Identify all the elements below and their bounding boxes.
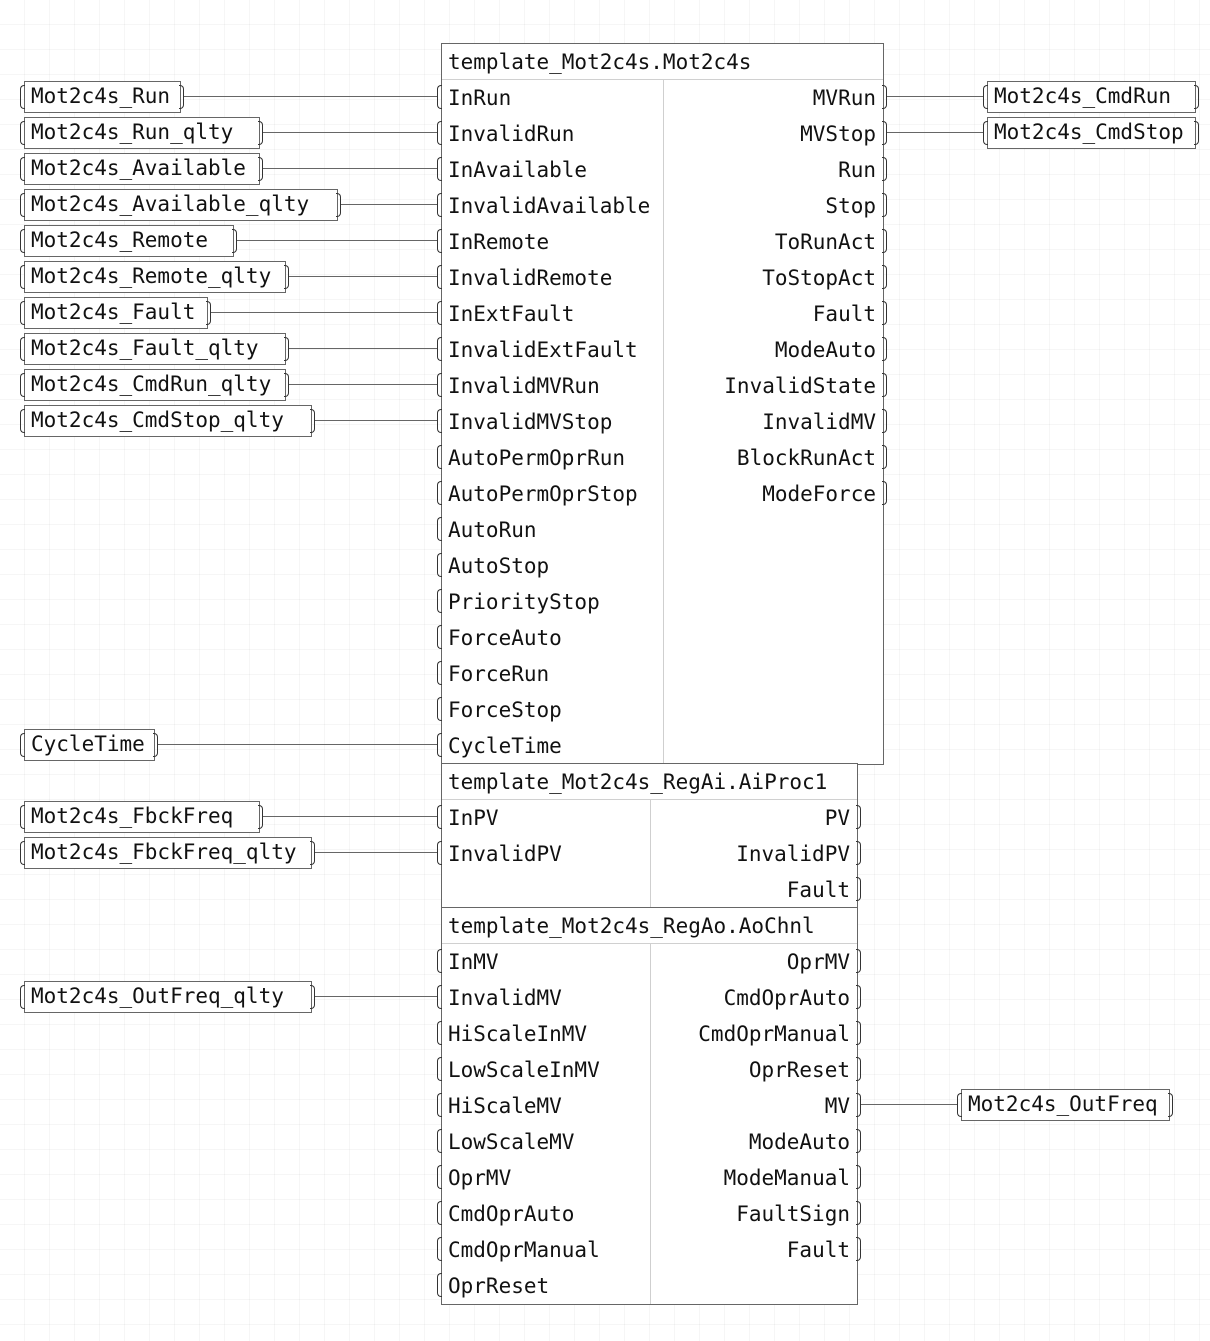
input-pin[interactable]: InvalidMVStop <box>448 410 613 434</box>
input-variable-tag[interactable]: Mot2c4s_FbckFreq <box>24 801 260 833</box>
pin-connector-right <box>856 1201 861 1225</box>
pin-connector-left <box>983 121 988 145</box>
output-pin[interactable]: InvalidPV <box>736 842 850 866</box>
pin-connector-right <box>882 85 887 109</box>
pin-connector-left <box>437 301 442 325</box>
output-pin[interactable]: Fault <box>786 878 850 902</box>
output-pin[interactable]: ToRunAct <box>774 230 876 254</box>
pin-connector-left <box>437 1165 442 1189</box>
input-variable-tag[interactable]: Mot2c4s_Fault_qlty <box>24 333 286 365</box>
block-title: template_Mot2c4s_RegAi.AiProc1 <box>442 764 857 800</box>
connection-wire <box>315 420 437 421</box>
fb-mot2c4s[interactable] <box>441 43 884 765</box>
input-pin[interactable]: AutoRun <box>448 518 537 542</box>
pin-connector-left <box>437 409 442 433</box>
pin-connector-right <box>284 337 289 361</box>
pin-connector-left <box>437 1093 442 1117</box>
pin-connector-left <box>437 481 442 505</box>
connection-wire <box>315 852 437 853</box>
output-variable-tag[interactable]: Mot2c4s_OutFreq <box>961 1089 1170 1121</box>
output-pin[interactable]: MV <box>824 1094 850 1118</box>
input-pin[interactable]: OprMV <box>448 1166 512 1190</box>
connection-wire <box>887 96 983 97</box>
pin-connector-right <box>882 337 887 361</box>
pin-connector-left <box>437 1021 442 1045</box>
pin-connector-left <box>20 121 25 145</box>
pin-connector-right <box>882 373 887 397</box>
pin-connector-right <box>310 841 315 865</box>
output-pin[interactable]: MVRun <box>812 86 876 110</box>
pin-connector-right <box>856 1021 861 1045</box>
input-variable-tag[interactable]: Mot2c4s_Remote_qlty <box>24 261 286 293</box>
pin-connector-right <box>882 445 887 469</box>
connection-wire <box>289 384 437 385</box>
input-pin[interactable]: InRun <box>448 86 512 110</box>
input-variable-tag[interactable]: CycleTime <box>24 729 155 761</box>
fb-aochnl[interactable] <box>441 907 858 1305</box>
input-pin[interactable]: InAvailable <box>448 158 588 182</box>
output-pin[interactable]: ModeAuto <box>748 1130 850 1154</box>
pin-connector-left <box>437 229 442 253</box>
pin-connector-right <box>284 265 289 289</box>
pin-connector-left <box>20 985 25 1009</box>
input-pin[interactable]: InvalidRemote <box>448 266 613 290</box>
pin-connector-left <box>437 265 442 289</box>
pin-connector-right <box>882 409 887 433</box>
connection-wire <box>861 1104 957 1105</box>
connection-wire <box>237 240 437 241</box>
output-pin[interactable]: PV <box>824 806 850 830</box>
pin-connector-left <box>20 841 25 865</box>
output-pin[interactable]: FaultSign <box>736 1202 850 1226</box>
pin-connector-right <box>856 877 861 901</box>
block-title: template_Mot2c4s_RegAo.AoChnl <box>442 908 857 944</box>
pin-connector-right <box>258 805 263 829</box>
block-title: template_Mot2c4s.Mot2c4s <box>442 44 883 80</box>
input-pin[interactable]: InPV <box>448 806 499 830</box>
output-pin[interactable]: InvalidMV <box>762 410 876 434</box>
pin-connector-left <box>437 985 442 1009</box>
output-variable-tag[interactable]: Mot2c4s_CmdRun <box>987 81 1196 113</box>
pin-connector-left <box>20 733 25 757</box>
pin-connector-left <box>20 337 25 361</box>
input-pin[interactable]: InExtFault <box>448 302 575 326</box>
input-variable-tag[interactable]: Mot2c4s_Remote <box>24 225 234 257</box>
input-pin[interactable]: HiScaleMV <box>448 1094 562 1118</box>
pin-connector-left <box>437 1129 442 1153</box>
output-pin[interactable]: ModeManual <box>723 1166 850 1190</box>
pin-connector-right <box>882 193 887 217</box>
input-pin[interactable]: InvalidPV <box>448 842 562 866</box>
input-pin[interactable]: InMV <box>448 950 499 974</box>
output-pin[interactable]: Stop <box>825 194 876 218</box>
input-pin[interactable]: InvalidRun <box>448 122 575 146</box>
pin-connector-left <box>437 805 442 829</box>
pin-connector-left <box>437 553 442 577</box>
pin-connector-left <box>983 85 988 109</box>
connection-wire <box>887 132 983 133</box>
pin-connector-right <box>179 85 184 109</box>
pin-connector-left <box>437 841 442 865</box>
pin-connector-right <box>882 229 887 253</box>
input-pin[interactable]: AutoStop <box>448 554 550 578</box>
output-pin[interactable]: Fault <box>812 302 876 326</box>
input-pin[interactable]: InvalidMVRun <box>448 374 600 398</box>
pin-connector-left <box>20 85 25 109</box>
input-pin[interactable]: LowScaleInMV <box>448 1058 600 1082</box>
input-variable-tag[interactable]: Mot2c4s_Run <box>24 81 181 113</box>
pin-connector-left <box>437 157 442 181</box>
pin-connector-left <box>20 373 25 397</box>
connection-wire <box>315 996 437 997</box>
pin-connector-left <box>437 1237 442 1261</box>
connection-wire <box>263 168 437 169</box>
pin-connector-left <box>437 697 442 721</box>
output-pin[interactable]: ModeForce <box>762 482 876 506</box>
pin-connector-left <box>20 193 25 217</box>
input-pin[interactable]: ForceStop <box>448 698 562 722</box>
connection-wire <box>263 132 437 133</box>
pin-connector-right <box>856 805 861 829</box>
pin-connector-left <box>20 157 25 181</box>
pin-connector-left <box>20 805 25 829</box>
pin-connector-right <box>882 265 887 289</box>
input-pin[interactable]: ForceRun <box>448 662 550 686</box>
pin-connector-left <box>437 1273 442 1297</box>
input-pin[interactable]: AutoPermOprRun <box>448 446 626 470</box>
pin-connector-right <box>258 121 263 145</box>
pin-connector-right <box>1194 85 1199 109</box>
output-pin[interactable]: MVStop <box>800 122 876 146</box>
pin-connector-right <box>310 985 315 1009</box>
pin-connector-right <box>882 301 887 325</box>
pin-connector-right <box>1168 1093 1173 1117</box>
pin-connector-right <box>856 1057 861 1081</box>
pin-connector-left <box>20 301 25 325</box>
pin-connector-right <box>882 481 887 505</box>
pin-connector-left <box>437 445 442 469</box>
pin-connector-right <box>232 229 237 253</box>
pin-connector-left <box>437 193 442 217</box>
output-pin[interactable]: ModeAuto <box>774 338 876 362</box>
input-pin[interactable]: CycleTime <box>448 734 562 758</box>
input-pin[interactable]: InvalidMV <box>448 986 562 1010</box>
output-pin[interactable]: Run <box>838 158 876 182</box>
pin-connector-left <box>437 661 442 685</box>
pin-connector-left <box>437 625 442 649</box>
pin-connector-left <box>437 949 442 973</box>
fb-aiproc1[interactable] <box>441 763 858 909</box>
pin-connector-right <box>336 193 341 217</box>
pin-connector-left <box>437 517 442 541</box>
output-pin[interactable]: InvalidState <box>724 374 876 398</box>
input-pin[interactable]: OprReset <box>448 1274 550 1298</box>
output-pin[interactable]: CmdOprManual <box>698 1022 850 1046</box>
pin-connector-left <box>437 373 442 397</box>
input-pin[interactable]: InvalidAvailable <box>448 194 651 218</box>
input-variable-tag[interactable]: Mot2c4s_CmdStop_qlty <box>24 405 312 437</box>
output-pin[interactable]: OprReset <box>748 1058 850 1082</box>
input-pin[interactable]: HiScaleInMV <box>448 1022 588 1046</box>
pin-connector-right <box>882 157 887 181</box>
input-pin[interactable]: AutoPermOprStop <box>448 482 638 506</box>
pin-connector-right <box>882 121 887 145</box>
output-pin[interactable]: BlockRunAct <box>736 446 876 470</box>
input-pin[interactable]: PriorityStop <box>448 590 600 614</box>
input-variable-tag[interactable]: Mot2c4s_OutFreq_qlty <box>24 981 312 1013</box>
pin-connector-right <box>284 373 289 397</box>
connection-wire <box>289 276 437 277</box>
input-pin[interactable]: CmdOprManual <box>448 1238 600 1262</box>
input-variable-tag[interactable]: Mot2c4s_FbckFreq_qlty <box>24 837 312 869</box>
pin-connector-left <box>437 337 442 361</box>
pin-connector-left <box>20 409 25 433</box>
connection-wire <box>341 204 437 205</box>
input-pin[interactable]: InRemote <box>448 230 550 254</box>
pin-connector-left <box>437 1057 442 1081</box>
pin-connector-right <box>258 157 263 181</box>
connection-wire <box>184 96 437 97</box>
connection-wire <box>263 816 437 817</box>
output-pin[interactable]: CmdOprAuto <box>723 986 850 1010</box>
output-pin[interactable]: ToStopAct <box>762 266 876 290</box>
pin-connector-right <box>856 949 861 973</box>
pin-connector-left <box>437 121 442 145</box>
pin-connector-right <box>856 841 861 865</box>
input-pin[interactable]: InvalidExtFault <box>448 338 638 362</box>
pin-connector-left <box>957 1093 962 1117</box>
connection-wire <box>158 744 437 745</box>
input-variable-tag[interactable]: Mot2c4s_Fault <box>24 297 208 329</box>
pin-connector-left <box>20 265 25 289</box>
connection-wire <box>289 348 437 349</box>
pin-connector-left <box>437 1201 442 1225</box>
connection-wire <box>211 312 437 313</box>
input-variable-tag[interactable]: Mot2c4s_Available <box>24 153 260 185</box>
input-pin[interactable]: CmdOprAuto <box>448 1202 575 1226</box>
output-pin[interactable]: OprMV <box>786 950 850 974</box>
input-variable-tag[interactable]: Mot2c4s_Run_qlty <box>24 117 260 149</box>
pin-connector-right <box>856 985 861 1009</box>
pin-connector-left <box>437 589 442 613</box>
pin-connector-right <box>856 1165 861 1189</box>
input-variable-tag[interactable]: Mot2c4s_Available_qlty <box>24 189 338 221</box>
pin-connector-right <box>206 301 211 325</box>
input-pin[interactable]: LowScaleMV <box>448 1130 575 1154</box>
output-variable-tag[interactable]: Mot2c4s_CmdStop <box>987 117 1196 149</box>
input-variable-tag[interactable]: Mot2c4s_CmdRun_qlty <box>24 369 286 401</box>
pin-connector-right <box>856 1093 861 1117</box>
pin-connector-right <box>856 1129 861 1153</box>
pin-connector-left <box>437 85 442 109</box>
pin-connector-right <box>153 733 158 757</box>
pin-connector-left <box>437 733 442 757</box>
pin-connector-right <box>310 409 315 433</box>
pin-connector-right <box>1194 121 1199 145</box>
pin-connector-left <box>20 229 25 253</box>
output-pin[interactable]: Fault <box>786 1238 850 1262</box>
input-pin[interactable]: ForceAuto <box>448 626 562 650</box>
pin-connector-right <box>856 1237 861 1261</box>
